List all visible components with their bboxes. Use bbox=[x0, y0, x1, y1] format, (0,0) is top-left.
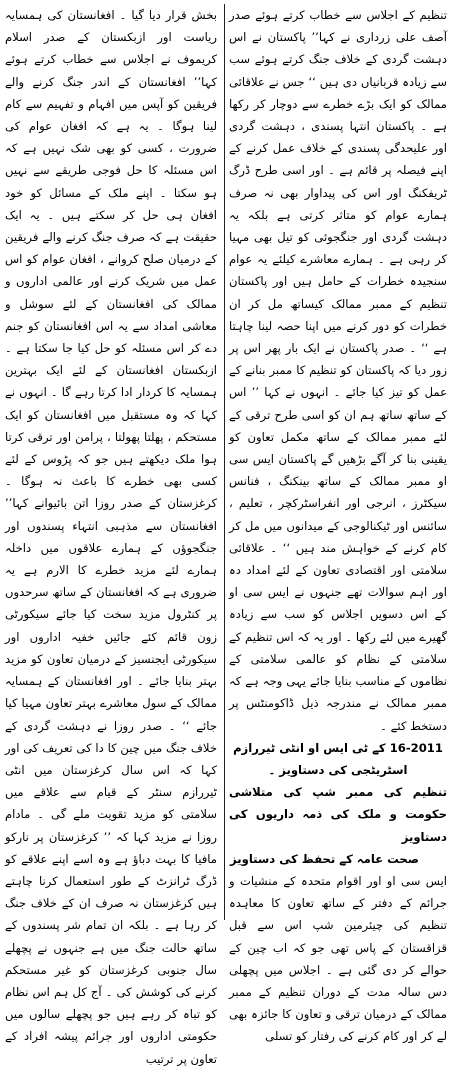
article-columns bbox=[5, 4, 447, 1066]
right-column-paragraph-1: تنظیم کے اجلاس سے خطاب کرتے ہوئے صدر آصف علی زرداری نے کہا’’ پاکستان نے اس دہشت گردی کے خلاف جنگ کرتے ہوئے سب سے زیادہ قربانیاں دی ہیں ‘‘ جس نے علاقائی ممالک کو ایک بڑے خطرے سے دوچار کر رکھا ہے ۔ پاکستان انتہا پسندی ، دہشت گردی اور علیحدگی پسندی کے خلاف عمل کرنے کے اپنے فیصلہ پر قائم ہے ۔ اور اسی طرح ڈرگ ٹریفکنگ اور اس کی پیداوار بھی نہ صرف ہمارے عوام کو متاثر کرتی ہے بلکہ یہ دہشت گردی اور جنگجوئی کو تیل بھی مہیا کر رہی ہے ۔ ہمارے معاشرے کیلئے یہ عوام سنجیدہ خطرات کے حامل ہیں اور پاکستان تنظیم کے ممبر ممالک کیساتھ مل کر ان خطرات کو دور کرنے میں اپنا حصہ لینا چاہتا ہے ‘‘ ۔ صدر پاکستان نے ایک بار پھر اس پر زور دیا کہ پاکستان کو تنظیم کا ممبر بنانے کے عمل کو تیز کیا جائے ۔ انہوں نے کہا ’’ اس کے ساتھ ساتھ ہم ان کو اسی طرح ترقی کے لئے ممبر ممالک کے ساتھ مکمل تعاون کو یقینی بنا کر آگے بڑھیں گے پاکستان ایس سی او ممبر ممالک کے ساتھ بینکنگ ، فنانس سیکٹرز ، انرجی اور انفراسٹرکچر ، تعلیم ، سائنس اور ٹیکنالوجی کے میدانوں میں مل کر کام کرنے کے خواہش مند ہیں ‘‘ ۔ علاقائی سلامتی اور اقتصادی تعاون کے لئے امداد دہ اور اہم سوالات تھے جنہوں نے ایس سی او کے اس دسویں اجلاس کو سب سے زیادہ گھیرے میں لئے رکھا ۔ اور یہ کہ اس تنظیم کے سلامتی کے نظام کو عالمی سلامتی کے نظاموں کے مناسب بنایا جائے یہی وجہ ہے کہ ممبر ممالک نے مندرجہ ذیل ڈاکومنٹس پر دستخط کئے ۔ bbox=[229, 8, 447, 733]
right-column-paragraph-2: ایس سی او اور اقوام متحدہ کے منشیات و جرائم کے دفتر کے ساتھ تعاون کا معاہدہ تنظیم کی چیئرمین شپ اس سے قبل قزاقستان کے پاس تھی جو کہ اب چین کے حوالے کر دی گئی ہے ۔ اجلاس میں پچھلی دس سالہ مدت کے دوران تنظیم کے ممبر ممالک کے درمیان ترقی و تعاون کا جائزہ بھی لے کر اور کام کرنے کی رفتار کو تسلی bbox=[229, 873, 447, 1044]
document-heading-public-health: صحت عامہ کے تحفظ کی دستاویز bbox=[230, 851, 419, 866]
left-column-paragraph-1: بخش قرار دیا گیا ۔ افغانستان کی ہمسایہ ریاست اور ازبکستان کے صدر اسلام کریموف نے اجلاس سے خطاب کرتے ہوئے کہا’’ افغانستان کے اندر جنگ کرنے والے فریقین کو آپس میں افہام و تفہیم سے کام لینا ہوگا ۔ یہ ہے کہ افغان عوام کی ضرورت ، کسی کو بھی شک نہیں ہے کہ اس مسئلہ کا حل فوجی طریقے سے نہیں ہو سکتا ۔ اپنے ملک کے مسائل کو خود افغان ہی حل کر سکتے ہیں ۔ یہ ایک حقیقت ہے کہ صرف جنگ کرنے والے فریقین کے درمیان صلح کروانے ، افغان عوام کو اس عمل میں شریک کرنے اور عالمی اداروں و ممالک کی افغانستان کے لئے سوشل و معاشی امداد سے یہ اس افغانستان کو جنم دے کر اس مسئلہ کو حل کیا جا سکتا ہے ۔ ازبکستان افغانستان کے لئے ایک بہترین ہمسایہ کا کردار ادا کرتا رہے گا ۔ انہوں نے کہا کہ وہ مستقبل میں افغانستان کو ایک مستحکم ، پھلتا پھولتا ، پرامن اور ترقی کرتا ہوا ملک دیکھتے ہیں جو کہ پڑوس کے لئے کسی بھی خطرے کا باعث نہ ہوگا ۔ کرغزستان کے صدر روزا اتن بائیوانے کہا’’ افغانستان سے مذہبی انتہاء پسندوں اور جنگجوؤں کے ہمارے علاقوں میں داخلہ ہمارے لئے مزید خطرے کا الارم ہے یہ ضروری ہے کہ افغانستان کے ساتھ سرحدوں پر کنٹرول مزید سخت کیا جائے سیکورٹی زون قائم کئے جائیں خفیہ اداروں اور سیکورٹی ایجنسیز کے درمیان تعاون کو مزید بہتر بنایا جائے ۔ اور افغانستان کے ہمسایہ ممالک کے سول معاشرے بہتر تعاون مہیا کیا جائے ‘‘ ۔ صدر روزا نے دہشت گردی کے خلاف جنگ میں چین کا دا کی تعریف کی اور کہا کہ اس سال کرغزستان میں انٹی ٹیررازم سنٹر کے قیام سے علاقے میں سلامتی کو مزید تقویت ملے گی ۔ مادام روزا نے مزید کہا کہ ’’ کرغزستان پر نارکو مافیا کا بہت دباؤ ہے وہ اسے اپنے علاقے کو ڈرگ ٹرانزٹ کے طور استعمال کرنا چاہتے ہیں کرغزستان نہ صرف ان کے خلاف جنگ کر رہا ہے ۔ بلکہ ان تمام شر پسندوں کے ساتھ حالت جنگ میں ہے جنہوں نے پچھلے سال جنوبی کرغزستان کو غیر مستحکم کرنے کی کوشش کی ۔ آج کل ہم اس نظام کو تباہ کر رہے ہیں جو پچھلے سالوں میں حکومتی اداروں اور جرائم پیشہ افراد کے تعاون پر ترتیب bbox=[5, 8, 217, 1066]
document-heading-membership: تنظیم کی ممبر شپ کی متلاشی حکومت و ملک کی ذمہ داریوں کی دستاویز bbox=[229, 785, 447, 844]
right-column bbox=[225, 4, 447, 1044]
column-divider bbox=[224, 4, 225, 920]
document-heading-antiterrorism: 16-2011 کے ٹی ایس او انٹی ٹیررازم اسٹریٹجی کی دستاویز ۔ bbox=[233, 740, 443, 777]
left-column bbox=[5, 4, 221, 1066]
